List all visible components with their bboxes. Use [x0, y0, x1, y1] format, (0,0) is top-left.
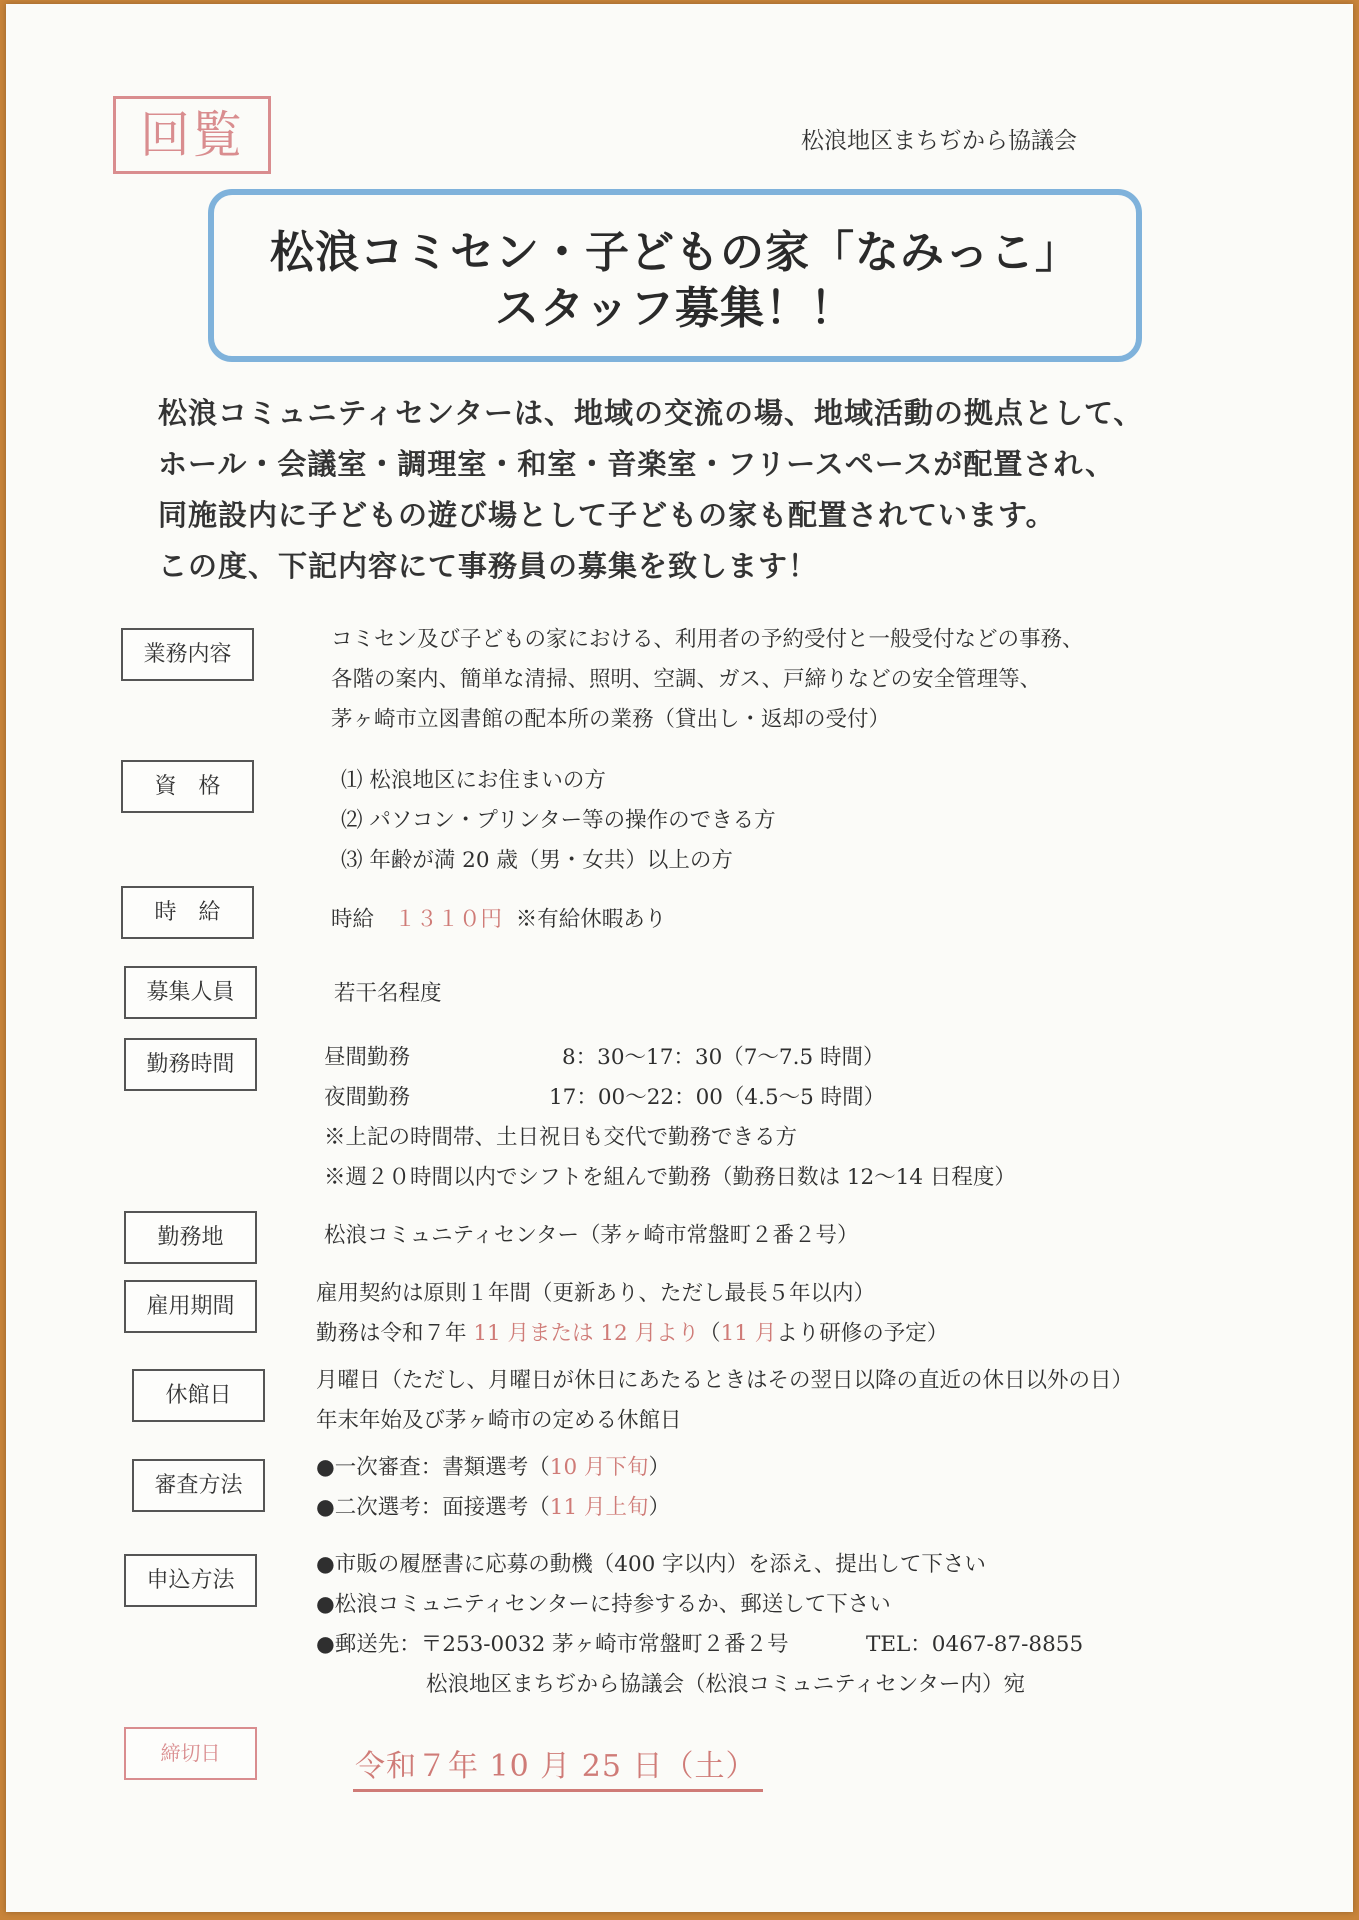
label-period: 雇用期間: [124, 1280, 257, 1333]
period-text: 勤務は令和７年: [316, 1321, 474, 1346]
label-deadline: 締切日: [124, 1727, 257, 1780]
apply-recipient: 松浪地区まちぢから協議会（松浪コミュニティセンター内）宛: [426, 1672, 1025, 1697]
title-frame: [208, 189, 1142, 362]
qualification-item: ⑶ 年齢が満 20 歳（男・女共）以上の方: [341, 848, 733, 873]
period-text: より研修の予定）: [776, 1321, 949, 1346]
qualification-item: ⑴ 松浪地区にお住まいの方: [341, 768, 606, 793]
apply-line: ●松浪コミュニティセンターに持参するか、郵送して下さい: [316, 1592, 891, 1617]
second-screening-date: 11 月上旬: [549, 1495, 649, 1520]
screening-text: ●二次選考：面接選考（: [316, 1495, 550, 1520]
location-text: 松浪コミュニティセンター（茅ヶ崎市常盤町２番２号）: [324, 1223, 859, 1248]
screening-line: [316, 1488, 670, 1527]
openings-text: 若干名程度: [334, 981, 442, 1006]
duties-line: 茅ヶ崎市立図書館の配本所の業務（貸出し・返却の受付）: [331, 707, 891, 732]
intro-line: 同施設内に子どもの遊び場として子どもの家も配置されています。: [158, 498, 1056, 532]
wage-note: ※有給休暇あり: [515, 907, 667, 932]
duties-line: コミセン及び子どもの家における、利用者の予約受付と一般受付などの事務、: [331, 627, 1084, 652]
night-shift-time: 17：00〜22：00（4.5〜5 時間）: [549, 1085, 886, 1110]
title-line-2: スタッフ募集！！: [495, 283, 855, 334]
closed-line: 年末年始及び茅ヶ崎市の定める休館日: [316, 1408, 682, 1433]
day-shift-time: 8：30〜17：30（7〜7.5 時間）: [562, 1045, 885, 1070]
label-duties: 業務内容: [121, 628, 254, 681]
intro-paragraph: [158, 388, 1278, 592]
night-shift-name: 夜間勤務: [324, 1085, 411, 1110]
label-screening: 審査方法: [132, 1459, 265, 1512]
period-line: [316, 1314, 948, 1353]
label-closed: 休館日: [132, 1369, 265, 1422]
wage-line: [331, 900, 666, 939]
intro-line: 松浪コミュニティセンターは、地域の交流の場、地域活動の拠点として、: [158, 396, 1144, 430]
screening-text: ●一次審査：書類選考（: [316, 1455, 550, 1480]
period-start-months: 11 月または 12 月より: [473, 1321, 700, 1346]
label-hours: 勤務時間: [124, 1038, 257, 1091]
label-location: 勤務地: [124, 1211, 257, 1264]
first-screening-date: 10 月下旬: [549, 1455, 649, 1480]
period-line: 雇用契約は原則１年間（更新あり、ただし最長５年以内）: [316, 1281, 876, 1306]
wage-prefix: 時給: [331, 907, 375, 932]
intro-line: ホール・会議室・調理室・和室・音楽室・フリースペースが配置され、: [158, 447, 1116, 481]
intro-line: この度、下記内容にて事務員の募集を致します！: [158, 549, 819, 583]
apply-address: ●郵送先：〒253-0032 茅ヶ崎市常盤町２番２号: [316, 1632, 789, 1657]
organization-name: 松浪地区まちぢから協議会: [801, 128, 1077, 154]
apply-line: ●市販の履歴書に応募の動機（400 字以内）を添え、提出して下さい: [316, 1552, 986, 1577]
hours-note: ※週２０時間以内でシフトを組んで勤務（勤務日数は 12〜14 日程度）: [324, 1165, 1016, 1190]
flyer-page: [6, 4, 1353, 1912]
title-line-1: 松浪コミセン・子どもの家「なみっこ」: [270, 227, 1080, 278]
training-month: 11 月: [720, 1321, 777, 1346]
duties-line: 各階の案内、簡単な清掃、照明、空調、ガス、戸締りなどの安全管理等、: [331, 667, 1042, 692]
period-text: （: [699, 1321, 721, 1346]
apply-tel: TEL：0467-87-8855: [866, 1632, 1084, 1657]
circulation-stamp: 回覧: [113, 96, 271, 174]
hours-note: ※上記の時間帯、土日祝日も交代で勤務できる方: [324, 1125, 798, 1150]
label-wage: 時 給: [121, 886, 254, 939]
label-apply: 申込方法: [124, 1554, 257, 1607]
screening-line: [316, 1448, 670, 1487]
closed-line: 月曜日（ただし、月曜日が休日にあたるときはその翌日以降の直近の休日以外の日）: [316, 1368, 1134, 1393]
deadline-date: 令和７年 10 月 25 日（土）: [353, 1741, 763, 1792]
label-openings: 募集人員: [124, 966, 257, 1019]
day-shift-name: 昼間勤務: [324, 1045, 411, 1070]
label-qualifications: 資 格: [121, 760, 254, 813]
qualification-item: ⑵ パソコン・プリンター等の操作のできる方: [341, 808, 776, 833]
screening-text: ）: [648, 1495, 670, 1520]
screening-text: ）: [648, 1455, 670, 1480]
wage-amount: １３１０円: [394, 907, 503, 932]
